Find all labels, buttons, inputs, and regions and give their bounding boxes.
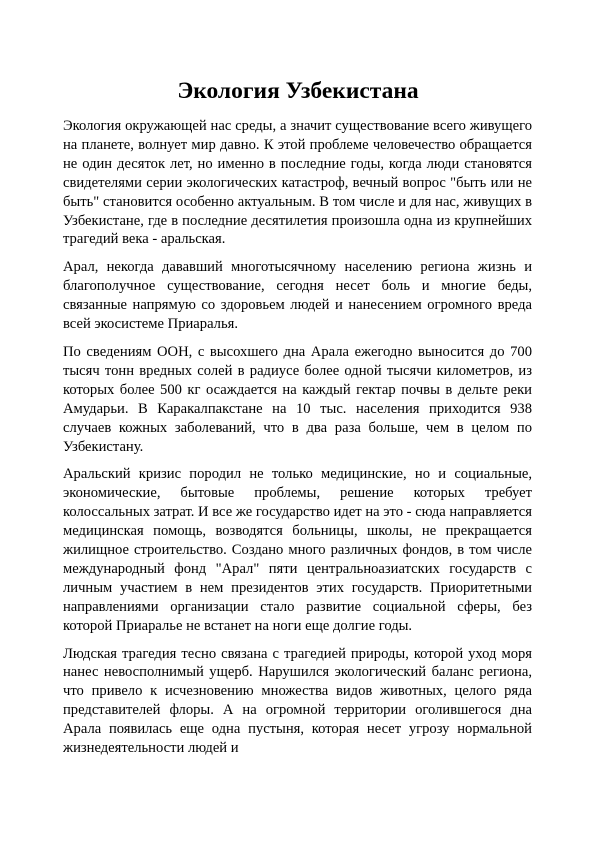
paragraph-crisis: Аральский кризис породил не только медицинские, но и социальные, экономические, бытовые проблемы, решение которых требует колоссальных затрат. И все же государство идет на это - сюда направляется медицинская помощь, возводятся больницы, школы, не прекращается жилищное строительство. Создано много различных фондов, в том числе международный фонд "Арал" пяти центральноазиатских государств с личным участием в нем президентов этих государств. Приоритетными направлениями организации стало развитие социальной сферы, без которой Приаралье не встанет на ноги еще долгие годы. <box>63 466 532 634</box>
document-body <box>63 117 532 767</box>
paragraph-un-data: По сведениям ООН, с высохшего дна Арала ежегодно выносится до 700 тысяч тонн вредных солей в радиусе более одной тысячи километров, из которых более 500 кг осаждается на каждый гектар почвы в дельте реки Амударьи. В Каракалпакстане на 10 тыс. населения приходится 938 случаев кожных заболеваний, что в два раза больше, чем в целом по Узбекистану. <box>63 343 532 455</box>
paragraph-aral: Арал, некогда дававший многотысячному населению региона жизнь и благополучное существование, сегодня несет боль и многие беды, связанные напрямую со здоровьем людей и нанесением огромного вреда всей экосистеме Приаралья. <box>63 259 532 333</box>
document-title: Экология Узбекистана <box>177 78 419 104</box>
paragraph-intro: Экология окружающей нас среды, а значит существование всего живущего на планете, волнует мир давно. К этой проблеме человечество обращается не один десяток лет, но именно в последние годы, когда люди становятся свидетелями серии экологических катастроф, вечный вопрос "быть или не быть" становится особенно актуальным. В том числе и для нас, живущих в Узбекистане, где в последние десятилетия произошла одна из крупнейших трагедий века - аральская. <box>63 118 532 248</box>
paragraph-nature: Людская трагедия тесно связана с трагедией природы, которой уход моря нанес невосполнимый ущерб. Нарушился экологический баланс региона, что привело к исчезновению множества видов животных, целого ряда представителей флоры. А на огромной территории оголившегося дна Арала появилась еще одна пустыня, которая несет угрозу нормальной жизнедеятельности людей и <box>63 645 532 757</box>
